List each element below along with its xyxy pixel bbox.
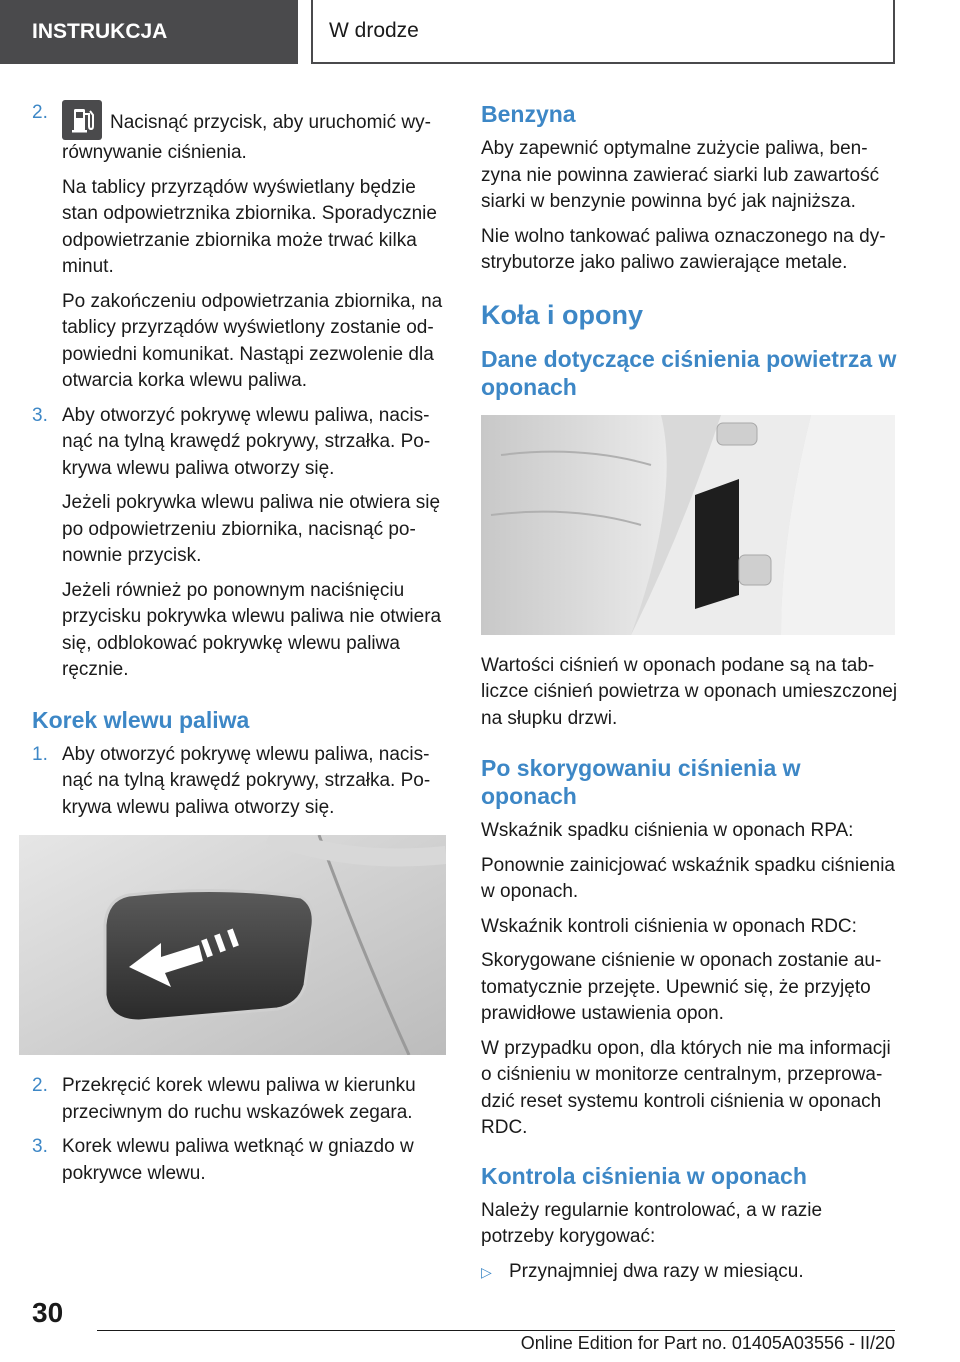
paragraph: W przypadku opon, dla których nie ma informacji o ciśnieniu w monitorze centralnym, przeprowadzić reset systemu kontroli ciśnienia w oponach RDC.	[481, 1037, 891, 1138]
paragraph: Na tablicy przyrządów wyświetlany będzie stan odpowietrznika zbiornika. Sporadycznie odpowietrzanie zbiornika może trwać kilka minut.	[62, 176, 437, 277]
page-number: 30	[32, 1297, 64, 1328]
korek-step-1	[32, 742, 446, 822]
paragraph: Jeżeli również po ponownym naciśnięciu przycisku pokrywka wlewu paliwa nie otwiera się, odblokować pokrywkę wlewu paliwa ręcznie.	[62, 579, 442, 680]
paragraph: Aby zapewnić optymalne zużycie paliwa, benzyna nie powinna zawierać siarki lub zawartość siarki w benzynie powinna być jak najniższa.	[481, 138, 880, 212]
paragraph: Nie wolno tankować paliwa oznaczonego na dystrybutorze jako paliwo zawierające metale.	[481, 225, 886, 273]
list-item-text: Przynajmniej dwa razy w miesiącu.	[509, 1260, 804, 1282]
step-number: 3.	[32, 404, 48, 426]
list-item	[481, 1259, 899, 1286]
paragraph: Po zakończeniu odpowietrzania zbiornika, na tablicy przyrządów wyświetlony zostanie odpowiedni komunikat. Nastąpi zezwolenie dla otwarcia korka wlewu paliwa.	[62, 290, 443, 391]
step-text: Aby otworzyć pokrywę wlewu paliwa, nacisnąć na tylną krawędź pokrywy, strzałka. Pokrywa wlewu paliwa otworzy się.	[62, 404, 431, 479]
step-text: Przekręcić korek wlewu paliwa w kierunku przeciwnym do ruchu wskazówek zegara.	[62, 1075, 416, 1123]
footer-divider	[97, 1330, 895, 1331]
fuel-pump-icon	[62, 100, 102, 140]
paragraph: Wskaźnik spadku ciśnienia w oponach RPA:	[481, 820, 854, 841]
header-chapter-label: W drodze	[329, 19, 419, 42]
step-text: Aby otworzyć pokrywę wlewu paliwa, nacisnąć na tylną krawędź pokrywy, strzałka. Pokrywa wlewu paliwa otworzy się.	[62, 743, 431, 818]
section-heading-kontrola: Kontrola ciśnienia w oponach	[481, 1162, 807, 1189]
korek-step-2	[32, 1073, 446, 1126]
header-section-tab	[0, 0, 298, 64]
step-number: 3.	[32, 1136, 48, 1157]
paragraph: Skorygowane ciśnienie w oponach zostanie automatycznie przejęte. Upewnić się, że przyjęto prawidłowe ustawienia opon.	[481, 950, 882, 1024]
step-text: Korek wlewu paliwa wetknąć w gniazdo w pokrywce wlewu.	[62, 1136, 414, 1184]
paragraph: Ponownie zainicjować wskaźnik spadku ciśnienia w oponach.	[481, 854, 895, 902]
header-chapter-tab	[311, 0, 895, 64]
section-heading-korekta: Po skorygowaniu ciśnienia w oponach	[481, 755, 801, 809]
right-column	[481, 100, 899, 1293]
step-number: 2.	[32, 102, 48, 123]
section-heading-benzyna: Benzyna	[481, 101, 576, 127]
step-number: 2.	[32, 1075, 48, 1096]
section-heading-dane: Dane dotyczące ciśnienia powietrza w oponach	[481, 345, 897, 400]
footer-edition: Online Edition for Part no. 01405A03556 - II/20	[520, 1333, 895, 1353]
korek-step-3	[32, 1134, 446, 1187]
paragraph: Wartości ciśnień w oponach podane są na tabliczce ciśnień powietrza w oponach umieszczonej na słupku drzwi.	[481, 654, 898, 729]
step-number: 1.	[32, 743, 48, 765]
triangle-bullet-icon: ▷	[481, 1263, 492, 1280]
fuel-cap-illustration	[19, 835, 446, 1055]
step-3	[32, 403, 446, 483]
step-text: Nacisnąć przycisk, aby uruchomić wyrównywanie ciśnienia.	[62, 112, 431, 163]
paragraph: Jeżeli pokrywka wlewu paliwa nie otwiera się po odpowietrzeniu zbiornika, nacisnąć ponownie przycisk.	[62, 492, 441, 566]
chapter-heading-kola: Koła i opony	[481, 299, 643, 330]
step-2	[32, 100, 446, 167]
header-section-label: INSTRUKCJA	[32, 20, 168, 43]
door-pillar-illustration	[481, 415, 895, 635]
paragraph: Wskaźnik kontroli ciśnienia w oponach RDC:	[481, 915, 857, 937]
left-column	[32, 100, 446, 1195]
paragraph: Należy regularnie kontrolować, a w razie potrzeby korygować:	[481, 1199, 823, 1247]
section-heading-korek: Korek wlewu paliwa	[32, 706, 250, 733]
